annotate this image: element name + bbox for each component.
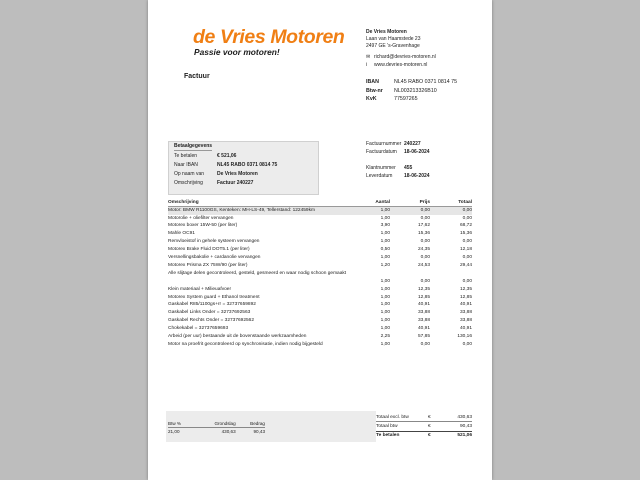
company-street: Laan van Haamstede 23 [366,36,421,43]
cell-price: 12,35 [417,286,430,292]
vat-rate: 21,00 [168,428,180,434]
cell-quantity: 1,20 [380,262,390,268]
column-header-price: Prijs [390,199,430,206]
cell-price: 33,88 [417,318,430,324]
total-due [376,431,472,440]
cell-total: 0,00 [462,278,472,284]
currency-symbol: € [428,414,431,420]
meta-value: 18-06-2024 [404,149,430,155]
meta-label: Factuurdatum [366,149,397,155]
table-row [168,215,472,223]
cell-quantity: 2,25 [380,334,390,340]
total-vat [376,421,472,430]
cell-total: 0,00 [462,255,472,261]
company-email[interactable]: richard@devries-motoren.nl [374,54,436,60]
cell-description: Motor: BMW R1100GS, Kenteken: MH-LS-49, Tellerstand: 122459km [168,206,350,214]
bank-details [366,78,457,104]
document-title: Factuur [184,73,210,80]
cell-price: 0,00 [420,341,430,347]
vat-row [168,427,265,434]
cell-total: 0,00 [430,206,472,214]
company-city: 2497 GE 's-Gravenhage [366,43,420,50]
cell-quantity: 1,00 [350,206,390,214]
cell-description: Alle slijtage delen gecontroleerd, gesteld, gesmeerd en waar nodig schoon gemaakt [168,270,347,276]
vat-amount-header: Bedrag [236,421,265,427]
payment-value: € 521,06 [217,153,237,159]
company-contact [366,53,436,69]
total-label: Te betalen [376,433,400,439]
table-row [168,294,472,302]
cell-description: Mahle OC91 [168,231,195,237]
cell-total: 68,72 [459,223,472,229]
cell-price: 0,00 [420,239,430,245]
cell-price: 33,88 [417,310,430,316]
company-name: De Vries Motoren [366,29,407,35]
column-header-description: Omschrijving [168,199,350,206]
cell-price: 40,91 [417,302,430,308]
cell-price: 0,00 [390,206,430,214]
cell-price: 0,00 [420,255,430,261]
cell-description: Motorolie + oliefilter vervangen [168,215,234,221]
cell-description: Klein materiaal + Milieuafvoer [168,286,232,292]
cell-quantity: 1,00 [380,326,390,332]
cell-price: 12,85 [417,294,430,300]
company-logo [193,27,344,57]
iban-label: IBAN [366,79,379,85]
payment-value: NL45 RABO 0371 0814 75 [217,162,278,168]
email-icon: ✉ [366,54,371,60]
cell-quantity: 1,00 [380,231,390,237]
meta-label: Factuurnummer [366,141,402,147]
currency-symbol: € [428,433,431,439]
kvk-value: 77597265 [394,96,418,103]
column-header-quantity: Aantal [350,199,390,206]
cell-quantity: 1,00 [380,302,390,308]
customer-number [366,165,412,171]
cell-description: Arbeid (per uur) bestaande uit de bovenstaande werkzaamheden [168,334,307,340]
invoice-page [148,0,492,480]
cell-total: 33,88 [459,318,472,324]
cell-description: Versnellingsbakolie + cardanolie vervangen [168,255,261,261]
table-row [168,286,472,294]
total-label: Totaal excl. btw [376,414,409,420]
cell-quantity: 1,00 [380,255,390,261]
globe-icon: i [366,62,368,69]
cell-description: Remvloeistof in gehele systeem vervangen [168,239,260,245]
cell-price: 40,91 [417,326,430,332]
cell-description: Motorex Prisma ZX 75W/90 (per liter) [168,262,248,268]
cell-price: 17,62 [417,223,430,229]
cell-total: 29,44 [459,262,472,268]
cell-total: 15,36 [459,231,472,237]
logo-title: de Vries Motoren [193,26,345,48]
meta-value: 18-06-2024 [404,173,430,179]
table-row [168,222,472,230]
cell-description: Gaskabel Rechts Onder = 32737692562 [168,318,255,324]
meta-label: Leverdatum [366,173,393,179]
invoice-date [366,149,430,155]
vat-number-label: Btw-nr [366,87,383,94]
cell-price: 24,53 [417,262,430,268]
delivery-date [366,173,430,179]
payment-heading: Betaalgegevens [174,143,213,149]
totals-block [376,413,472,440]
table-row [168,341,472,349]
cell-total: 40,91 [459,326,472,332]
cell-total: 12,85 [459,294,472,300]
meta-value: 240227 [404,141,421,147]
table-row [168,325,472,333]
cell-total: 130,16 [457,334,472,340]
payment-label: Naar IBAN [174,162,198,168]
company-website[interactable]: www.devries-motoren.nl [374,62,428,69]
cell-quantity: 1,00 [380,239,390,245]
payment-label: Op naam van [174,171,205,177]
table-row [168,262,472,270]
column-header-total: Totaal [430,199,472,206]
cell-quantity: 1,00 [380,341,390,347]
iban-value: NL45 RABO 0371 0814 75 [394,79,458,85]
payment-value: Factuur 240227 [217,180,254,186]
cell-quantity: 1,00 [380,318,390,324]
payment-value: De Vries Motoren [217,171,258,177]
cell-total: 40,91 [459,302,472,308]
cell-price: 0,00 [420,278,430,284]
table-row [168,333,472,341]
vat-base: 430,63 [221,428,236,434]
table-row [168,270,472,286]
cell-description: Gaskabel Links Onder = 32737692563 [168,310,251,316]
cell-total: 0,00 [462,215,472,221]
cell-quantity: 1,00 [380,278,390,284]
cell-total: 33,88 [459,310,472,316]
cell-quantity: 1,00 [380,294,390,300]
table-row [168,317,472,325]
total-value: 521,06 [457,433,472,439]
cell-quantity: 0,50 [380,247,390,253]
payment-label: Te betalen [174,153,198,159]
cell-quantity: 1,00 [380,215,390,221]
cell-price: 15,36 [417,231,430,237]
payment-details-box [168,141,319,195]
cell-total: 12,18 [459,247,472,253]
cell-quantity: 3,90 [380,223,390,229]
table-header-row [168,199,472,206]
table-row [168,309,472,317]
table-row [168,246,472,254]
meta-value: 455 [404,165,413,171]
total-label: Totaal btw [376,424,398,430]
table-row [168,206,472,214]
cell-description: Motorex boxer 15W-50 (per liter) [168,223,238,229]
cell-description: Motorex System guard + Ethanol treatment [168,294,260,300]
payment-label: Omschrijving [174,180,203,186]
vat-amount: 90,43 [253,428,265,434]
invoice-number [366,141,421,147]
vat-number-value: NL003213326B10 [394,87,437,94]
cell-description: Gaskabel R85/1100gs+rr = 32737659892 [168,302,256,308]
total-value: 90,43 [459,424,472,430]
cell-quantity: 1,00 [380,286,390,292]
table-row [168,254,472,262]
vat-summary-table [168,421,265,434]
cell-total: 0,00 [462,341,472,347]
invoice-lines-table [168,199,472,349]
vat-rate-header: Btw % [168,421,194,427]
kvk-label: KvK [366,96,377,103]
vat-base-header: Grondslag [194,421,236,427]
cell-quantity: 1,00 [380,310,390,316]
meta-label: Klantnummer [366,165,396,171]
cell-description: Motor na proefrit gecontroleerd op synchronisatie, indien nodig bijgesteld [168,341,323,347]
table-row [168,230,472,238]
logo-tagline: Passie voor motoren! [194,47,280,57]
cell-description: Motorex Brake Fluid DOT5.1 (per liter) [168,247,250,253]
total-value: 430,63 [457,414,472,420]
cell-description: Chokekabel = 32737659693 [168,326,229,332]
cell-price: 57,85 [417,334,430,340]
cell-total: 12,35 [459,286,472,292]
cell-total: 0,00 [462,239,472,245]
table-row [168,238,472,246]
cell-price: 0,00 [420,215,430,221]
table-row [168,301,472,309]
total-excl-vat [376,413,472,421]
cell-price: 24,35 [417,247,430,253]
company-address [366,29,420,51]
currency-symbol: € [428,424,431,430]
